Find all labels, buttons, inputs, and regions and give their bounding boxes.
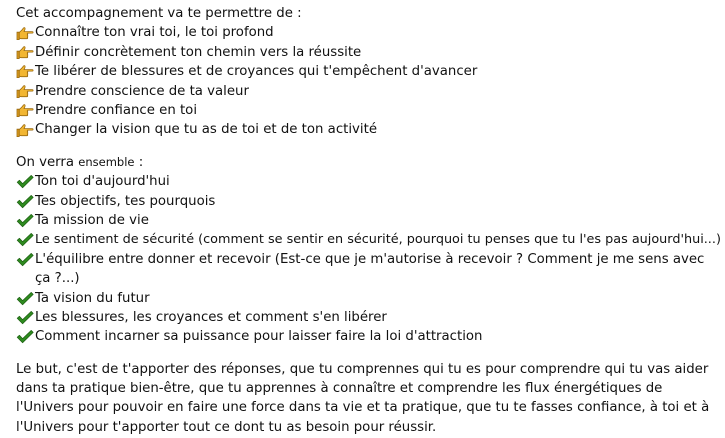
list-item bbox=[16, 211, 716, 230]
section-heading-small: ensemble bbox=[78, 154, 135, 169]
list-item-text: Le sentiment de sécurité (comment se sentir en sécurité, pourquoi tu penses que tu l'es pas aujourd'hui...) bbox=[35, 232, 721, 248]
check-mark-icon bbox=[16, 291, 35, 306]
check-mark-icon bbox=[16, 252, 35, 267]
list-item-text: Comment incarner sa puissance pour laisser faire la loi d'attraction bbox=[35, 329, 483, 345]
check-mark-icon bbox=[16, 329, 35, 344]
pointing-hand-icon bbox=[16, 64, 35, 79]
conclusion-paragraph: Le but, c'est de t'apporter des réponses, que tu comprennes qui tu es pour comprendre qui tu vas aider dans ta pratique bien-être, que tu apprennes à connaître et comprendre les flux énergétiques de l'Univers pour pouvoir en faire une force dans ta vie et ta pratique, que tu te fasses confiance, à toi et à l'Univers pour t'apporter tout ce dont tu as besoin pour réussir. bbox=[16, 361, 710, 435]
check-mark-icon bbox=[16, 310, 35, 325]
section-heading bbox=[16, 153, 716, 172]
list-item bbox=[16, 43, 716, 62]
pointing-hand-icon bbox=[16, 123, 35, 138]
list-item bbox=[16, 23, 716, 42]
section-heading-suffix: : bbox=[134, 154, 144, 170]
list-item-text: Connaître ton vrai toi, le toi profond bbox=[35, 25, 274, 41]
list-item-text: Ta mission de vie bbox=[35, 212, 149, 228]
list-item bbox=[16, 327, 716, 346]
list-item-text: Prendre confiance en toi bbox=[35, 102, 198, 118]
list-item bbox=[16, 308, 716, 327]
list-item-text: L'équilibre entre donner et recevoir (Est-ce que je m'autorise à recevoir ? Comment je me sens avec ça ?...) bbox=[35, 251, 705, 287]
pointing-hand-icon bbox=[16, 103, 35, 118]
list-item-text: Prendre conscience de ta valeur bbox=[35, 83, 249, 99]
check-mark-icon bbox=[16, 174, 35, 189]
list-item-text: Te libérer de blessures et de croyances qui t'empêchent d'avancer bbox=[35, 64, 478, 80]
list-item bbox=[16, 192, 716, 211]
pointing-hand-icon bbox=[16, 84, 35, 99]
check-mark-icon bbox=[16, 194, 35, 209]
topics-list bbox=[16, 172, 721, 347]
list-item-text: Ta vision du futur bbox=[35, 290, 150, 306]
spacer bbox=[16, 347, 716, 360]
list-item bbox=[16, 250, 716, 289]
list-item bbox=[16, 120, 716, 139]
check-mark-icon bbox=[16, 232, 35, 247]
content bbox=[16, 4, 721, 437]
intro-text: Cet accompagnement va te permettre de : bbox=[16, 6, 302, 21]
list-item-text: Définir concrètement ton chemin vers la réussite bbox=[35, 44, 362, 60]
list-item bbox=[16, 289, 716, 308]
list-item-text: Changer la vision que tu as de toi et de ton activité bbox=[35, 122, 378, 138]
spacer bbox=[16, 140, 716, 153]
list-item bbox=[16, 101, 716, 120]
list-item bbox=[16, 172, 716, 191]
pointing-hand-icon bbox=[16, 45, 35, 60]
list-item bbox=[16, 230, 721, 249]
list-item-text: Ton toi d'aujourd'hui bbox=[35, 174, 170, 190]
pointing-hand-icon bbox=[16, 26, 35, 41]
benefits-list bbox=[16, 23, 716, 139]
section-heading-prefix: On verra bbox=[16, 154, 75, 170]
list-item bbox=[16, 62, 716, 81]
list-item-text: Tes objectifs, tes pourquois bbox=[35, 193, 216, 209]
check-mark-icon bbox=[16, 213, 35, 228]
list-item bbox=[16, 82, 716, 101]
list-item-text: Les blessures, les croyances et comment s'en libérer bbox=[35, 309, 387, 325]
